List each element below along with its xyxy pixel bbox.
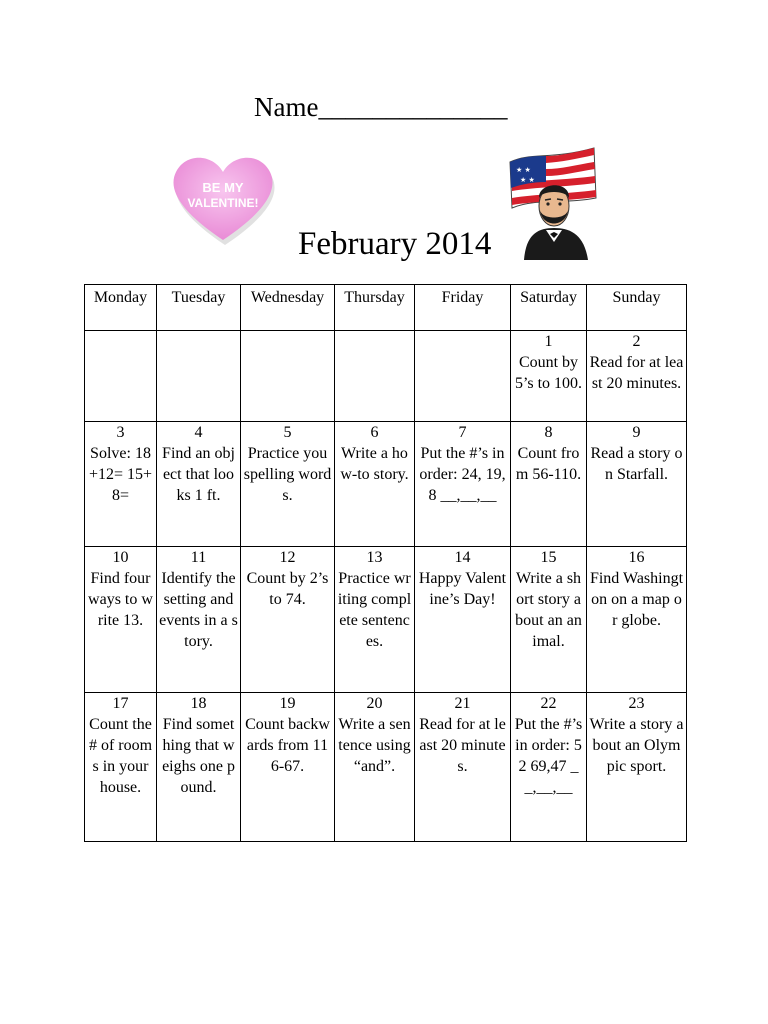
day-activity: Find four ways to write 13.	[88, 570, 153, 629]
day-activity: Count backwards from 116-67.	[245, 716, 330, 775]
calendar-week-row	[85, 693, 687, 842]
day-number: 13	[366, 549, 383, 566]
day-header-thursday: Thursday	[335, 285, 415, 331]
calendar-cell	[335, 422, 415, 547]
svg-text:★ ★: ★ ★	[516, 166, 531, 174]
day-activity: Practice you spelling words.	[243, 445, 332, 504]
day-number: 8	[544, 424, 553, 441]
lincoln-flag-icon	[506, 142, 602, 260]
day-number: 12	[279, 549, 296, 566]
day-activity: Write a short story about an animal.	[515, 570, 582, 650]
day-header-monday: Monday	[85, 285, 157, 331]
page-title: February 2014	[298, 226, 492, 262]
day-activity: Count from 56-110.	[515, 445, 582, 483]
day-number: 15	[540, 549, 557, 566]
day-activity: Solve: 18+12= 15+8=	[88, 445, 153, 504]
day-activity: Read a story on Starfall.	[590, 445, 683, 483]
day-header-wednesday: Wednesday	[241, 285, 335, 331]
calendar-cell	[241, 331, 335, 422]
calendar-cell	[587, 422, 687, 547]
day-number: 7	[458, 424, 467, 441]
day-number: 5	[283, 424, 292, 441]
day-activity: Practice writing complete sentences.	[337, 570, 412, 650]
calendar-cell	[157, 547, 241, 693]
calendar-cell	[241, 422, 335, 547]
day-number: 17	[112, 695, 129, 712]
day-activity: Count by 5’s to 100.	[514, 354, 583, 392]
day-header-sunday: Sunday	[587, 285, 687, 331]
day-activity: Find an object that looks 1 ft.	[162, 445, 235, 504]
day-number: 9	[632, 424, 641, 441]
heart-text-line2: VALENTINE!	[187, 196, 259, 210]
day-number: 2	[632, 333, 641, 350]
day-number: 20	[366, 695, 383, 712]
calendar-cell	[157, 693, 241, 842]
calendar-week-row	[85, 547, 687, 693]
calendar-week-row	[85, 422, 687, 547]
calendar-cell	[85, 331, 157, 422]
calendar-cell	[415, 422, 511, 547]
calendar-cell	[587, 547, 687, 693]
day-activity: Read for at least 20 minutes.	[419, 716, 506, 775]
calendar-cell	[335, 331, 415, 422]
day-number: 10	[112, 549, 129, 566]
day-header-friday: Friday	[415, 285, 511, 331]
day-number: 1	[544, 333, 553, 350]
calendar-cell	[85, 547, 157, 693]
calendar-header-row	[85, 285, 687, 331]
calendar-cell	[415, 693, 511, 842]
day-activity: Put the #’s in order: 24, 19, 8 __,__,__	[419, 445, 506, 504]
day-activity: Happy Valentine’s Day!	[418, 570, 507, 608]
calendar-cell	[241, 547, 335, 693]
candy-heart-icon	[168, 150, 278, 250]
day-activity: Find something that weighs one pound.	[162, 716, 235, 796]
calendar-cell	[157, 422, 241, 547]
day-number: 3	[116, 424, 125, 441]
day-number: 21	[454, 695, 471, 712]
calendar-table	[84, 284, 687, 842]
calendar-cell	[415, 547, 511, 693]
day-activity: Count by 2’s to 74.	[246, 570, 329, 608]
day-number: 23	[628, 695, 645, 712]
calendar-cell	[511, 547, 587, 693]
calendar-cell	[241, 693, 335, 842]
day-activity: Write a sentence using “and”.	[338, 716, 411, 775]
day-number: 19	[279, 695, 296, 712]
calendar-cell	[157, 331, 241, 422]
day-activity: Count the # of rooms in your house.	[88, 716, 153, 796]
day-number: 22	[540, 695, 557, 712]
calendar-cell	[587, 331, 687, 422]
calendar-cell	[85, 693, 157, 842]
calendar-cell	[335, 547, 415, 693]
calendar-week-row	[85, 331, 687, 422]
svg-text:★ ★: ★ ★	[520, 176, 535, 184]
day-activity: Write a how-to story.	[340, 445, 409, 483]
day-activity: Put the #’s in order: 52 69,47 __,__,__	[514, 716, 583, 796]
day-header-tuesday: Tuesday	[157, 285, 241, 331]
day-number: 16	[628, 549, 645, 566]
calendar-cell	[511, 693, 587, 842]
name-line: Name______________	[254, 92, 508, 122]
calendar-cell	[415, 331, 511, 422]
calendar-cell	[587, 693, 687, 842]
day-number: 11	[190, 549, 207, 566]
calendar-cell	[511, 422, 587, 547]
day-activity: Write a story about an Olympic sport.	[589, 716, 684, 775]
day-activity: Identify the setting and events in a story.	[159, 570, 238, 650]
heart-text-line1: BE MY	[202, 180, 244, 195]
day-number: 18	[190, 695, 207, 712]
day-header-saturday: Saturday	[511, 285, 587, 331]
day-number: 4	[194, 424, 203, 441]
day-number: 14	[454, 549, 471, 566]
calendar-cell	[511, 331, 587, 422]
calendar-cell	[335, 693, 415, 842]
day-number: 6	[370, 424, 379, 441]
calendar-cell	[85, 422, 157, 547]
day-activity: Find Washington on a map or globe.	[589, 570, 684, 629]
day-activity: Read for at least 20 minutes.	[589, 354, 684, 392]
